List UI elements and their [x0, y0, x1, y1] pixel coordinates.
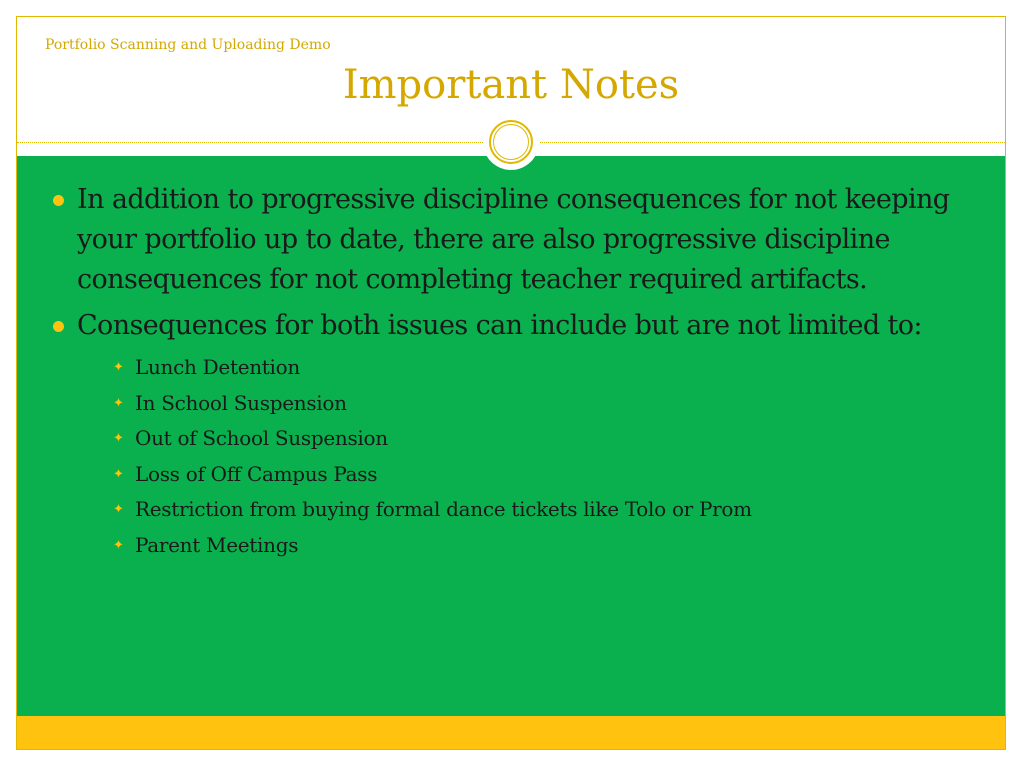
- sub-bullet-text: Lunch Detention: [135, 355, 300, 379]
- bullet-list: [51, 180, 991, 569]
- sub-bullet-item: [113, 457, 991, 493]
- bullet-dot-icon: [53, 321, 64, 332]
- sub-bullet-text: Restriction from buying formal dance tickets like Tolo or Prom: [135, 497, 752, 521]
- sub-bullet-text: Loss of Off Campus Pass: [135, 461, 378, 486]
- bullet-item: [51, 306, 991, 563]
- ornament-inner-ring: [493, 124, 529, 160]
- quad-star-icon: ✦: [113, 537, 124, 553]
- quad-star-icon: ✦: [113, 431, 124, 446]
- bullet-dot-icon: [53, 195, 64, 206]
- bullet-item: [51, 180, 991, 300]
- sub-bullet-item: [113, 528, 991, 564]
- sub-bullet-text: Out of School Suspension: [135, 426, 388, 450]
- slide-subtitle: Portfolio Scanning and Uploading Demo: [45, 37, 331, 53]
- bullet-text: Consequences for both issues can include but are not limited to:: [77, 310, 922, 341]
- slide-title: Important Notes: [342, 62, 680, 108]
- footer-band: [17, 716, 1005, 749]
- circle-ornament-icon: [483, 114, 539, 170]
- sub-bullet-item: [113, 421, 991, 457]
- quad-star-icon: ✦: [113, 466, 124, 482]
- quad-star-icon: ✦: [113, 360, 124, 375]
- quad-star-icon: ✦: [113, 502, 124, 517]
- sub-bullet-text: In School Suspension: [135, 390, 347, 415]
- slide: [16, 16, 1006, 750]
- sub-bullet-text: Parent Meetings: [135, 532, 299, 557]
- sub-bullet-item: [113, 350, 991, 386]
- sub-bullet-list: [77, 350, 991, 563]
- quad-star-icon: ✦: [113, 395, 124, 411]
- sub-bullet-item: [113, 492, 991, 528]
- bullet-text: In addition to progressive discipline consequences for not keeping your portfolio up to date, there are also progressive discipline consequences for not completing teacher required artifacts.: [77, 184, 950, 295]
- sub-bullet-item: [113, 386, 991, 422]
